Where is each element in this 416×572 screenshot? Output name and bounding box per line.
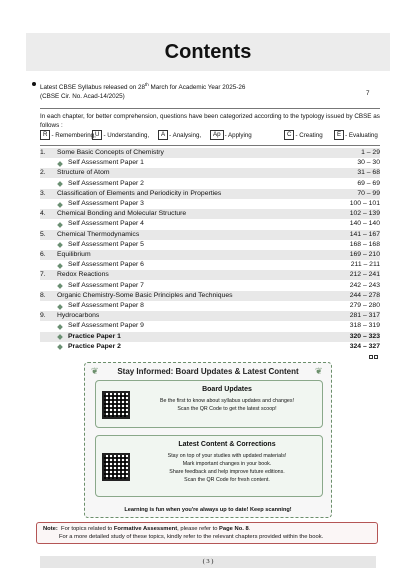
entry-title: Redox Reactions <box>57 271 109 279</box>
diamond-bullet-icon <box>57 222 63 228</box>
diamond-bullet-icon <box>57 324 63 330</box>
entry-title: Classification of Elements and Periodicity in Properties <box>57 189 222 197</box>
entry-title: Chemical Bonding and Molecular Structure <box>57 210 187 218</box>
note-line-2: For a more detailed study of these topics, kindly refer to the relevant chapters provided within the book. <box>59 534 324 540</box>
latest-content-line: Share feedback and help improve future editions. <box>169 469 285 475</box>
entry-title: Practice Paper 2 <box>68 342 121 350</box>
entry-pages: 31 – 68 <box>357 169 380 177</box>
entry-title: Self Assessment Paper 6 <box>68 261 144 269</box>
board-updates-panel <box>95 380 323 428</box>
entry-pages: 242 – 243 <box>349 281 380 289</box>
toc-sub-entry[interactable] <box>40 158 380 168</box>
entry-pages: 1 – 29 <box>361 149 380 156</box>
diamond-bullet-icon <box>57 181 63 187</box>
qr-code-icon[interactable] <box>102 453 130 481</box>
entry-pages: 100 – 101 <box>349 200 380 207</box>
entry-title: Self Assessment Paper 7 <box>68 281 144 289</box>
entry-title: Hydrocarbons <box>57 312 100 320</box>
continuation-marker <box>368 355 378 361</box>
latest-content-line: Stay on top of your studies with updated materials! <box>167 453 287 459</box>
toc-chapter-entry[interactable] <box>40 189 380 199</box>
syllabus-page: 7 <box>366 90 370 97</box>
entry-title: Self Assessment Paper 3 <box>68 200 144 207</box>
stay-informed-footer: Learning is fun when you're always up to date! Keep scanning! <box>124 507 292 513</box>
board-updates-title: Board Updates <box>202 386 252 393</box>
entry-pages: 69 – 69 <box>357 179 380 187</box>
syllabus-entry[interactable] <box>40 80 370 101</box>
legend-item: U - Understanding, <box>92 130 149 140</box>
entry-pages: 141 – 167 <box>349 230 380 238</box>
toc-chapter-entry[interactable] <box>40 230 380 240</box>
typology-legend <box>40 130 380 141</box>
chapter-number: 3. <box>40 189 46 197</box>
intro-text: In each chapter, for better comprehension, questions have been categorized according to the typology issued by CBSE as follows : <box>40 113 380 129</box>
toc-sub-entry[interactable] <box>40 219 380 229</box>
chapter-number: 9. <box>40 312 46 320</box>
board-updates-line: Be the first to know about syllabus updates and changes! <box>160 398 294 404</box>
toc-chapter-entry[interactable] <box>40 311 380 321</box>
toc-sub-entry[interactable] <box>40 199 380 209</box>
latest-content-title: Latest Content & Corrections <box>178 441 276 448</box>
entry-pages: 279 – 280 <box>349 302 380 309</box>
syllabus-line-1: Latest CBSE Syllabus released on 28th March for Academic Year 2025-26 <box>40 82 246 92</box>
diamond-bullet-icon <box>57 304 63 310</box>
diamond-bullet-icon <box>57 283 63 289</box>
chapter-number: 7. <box>40 271 46 279</box>
diamond-bullet-icon <box>57 161 63 167</box>
board-updates-line: Scan the QR Code to get the latest scoop! <box>177 406 277 412</box>
entry-title: Some Basic Concepts of Chemistry <box>57 149 164 156</box>
page-number: ( 3 ) <box>40 556 376 568</box>
entry-title: Structure of Atom <box>57 169 110 177</box>
latest-content-panel <box>95 435 323 497</box>
toc-chapter-entry[interactable] <box>40 270 380 280</box>
chapter-number: 6. <box>40 251 46 258</box>
toc-chapter-entry[interactable] <box>40 168 380 178</box>
toc-sub-entry[interactable] <box>40 240 380 250</box>
legend-item: C - Creating <box>284 130 323 140</box>
toc-sub-entry[interactable] <box>40 332 380 342</box>
diamond-bullet-icon <box>57 242 63 248</box>
entry-title: Self Assessment Paper 4 <box>68 220 144 228</box>
entry-pages: 102 – 139 <box>349 210 380 218</box>
entry-title: Practice Paper 1 <box>68 332 121 340</box>
latest-content-line: Mark important changes in your book. <box>182 461 272 467</box>
page-title: Contents <box>164 40 252 63</box>
diamond-bullet-icon <box>57 344 63 350</box>
latest-content-line: Scan the QR Code for fresh content. <box>184 477 270 483</box>
entry-pages: 168 – 168 <box>349 240 380 248</box>
stay-informed-box <box>84 362 332 518</box>
entry-title: Self Assessment Paper 9 <box>68 322 144 330</box>
divider <box>40 108 380 109</box>
toc-chapter-entry[interactable] <box>40 209 380 219</box>
chapter-number: 1. <box>40 149 46 156</box>
entry-title: Organic Chemistry-Some Basic Principles and Techniques <box>57 291 233 299</box>
diamond-bullet-icon <box>57 263 63 269</box>
chapter-number: 5. <box>40 230 46 238</box>
legend-item: A - Analysing, <box>158 130 201 140</box>
entry-pages: 212 – 241 <box>349 271 380 279</box>
entry-pages: 169 – 210 <box>349 251 380 258</box>
legend-item: E - Evaluating <box>334 130 378 140</box>
title-bar <box>26 33 390 71</box>
toc-sub-entry[interactable] <box>40 301 380 311</box>
legend-item: R - Remembering, <box>40 130 96 140</box>
chapter-number: 8. <box>40 291 46 299</box>
entry-title: Equilibrium <box>57 251 91 258</box>
entry-title: Self Assessment Paper 1 <box>68 159 144 167</box>
entry-pages: 244 – 278 <box>349 291 380 299</box>
entry-title: Chemical Thermodynamics <box>57 230 140 238</box>
chapter-number: 4. <box>40 210 46 218</box>
toc-sub-entry[interactable] <box>40 179 380 189</box>
diamond-bullet-icon <box>57 202 63 208</box>
legend-item: Ap - Applying <box>210 130 252 140</box>
leaf-icon: ❦ <box>91 366 99 376</box>
bullet-icon <box>32 82 36 86</box>
entry-pages: 320 – 323 <box>349 332 380 340</box>
qr-code-icon[interactable] <box>102 391 130 419</box>
entry-pages: 140 – 140 <box>349 220 380 228</box>
entry-pages: 318 – 319 <box>349 322 380 330</box>
toc-sub-entry[interactable] <box>40 321 380 331</box>
toc-sub-entry[interactable] <box>40 281 380 291</box>
stay-informed-title: Stay Informed: Board Updates & Latest Content <box>117 367 299 376</box>
chapter-number: 2. <box>40 169 46 177</box>
entry-title: Self Assessment Paper 2 <box>68 179 144 187</box>
entry-title: Self Assessment Paper 8 <box>68 302 144 309</box>
leaf-icon: ❦ <box>315 366 323 376</box>
divider <box>40 145 380 146</box>
entry-pages: 211 – 211 <box>350 261 380 269</box>
toc-chapter-entry[interactable] <box>40 291 380 301</box>
toc-chapter-entry[interactable] <box>40 148 380 158</box>
entry-pages: 30 – 30 <box>357 159 380 167</box>
entry-pages: 324 – 327 <box>349 342 380 350</box>
entry-pages: 70 – 99 <box>357 189 380 197</box>
note-box <box>36 522 378 544</box>
syllabus-line-2: (CBSE Cir. No. Acad-14/2025) <box>40 93 125 101</box>
entry-pages: 281 – 317 <box>349 312 380 320</box>
toc-chapter-entry[interactable] <box>40 250 380 260</box>
note-line-1: Note: For topics related to Formative Assessment, please refer to Page No. 8. <box>43 526 251 532</box>
toc-sub-entry[interactable] <box>40 342 380 352</box>
toc-sub-entry[interactable] <box>40 260 380 270</box>
entry-title: Self Assessment Paper 5 <box>68 240 144 248</box>
diamond-bullet-icon <box>57 334 63 340</box>
